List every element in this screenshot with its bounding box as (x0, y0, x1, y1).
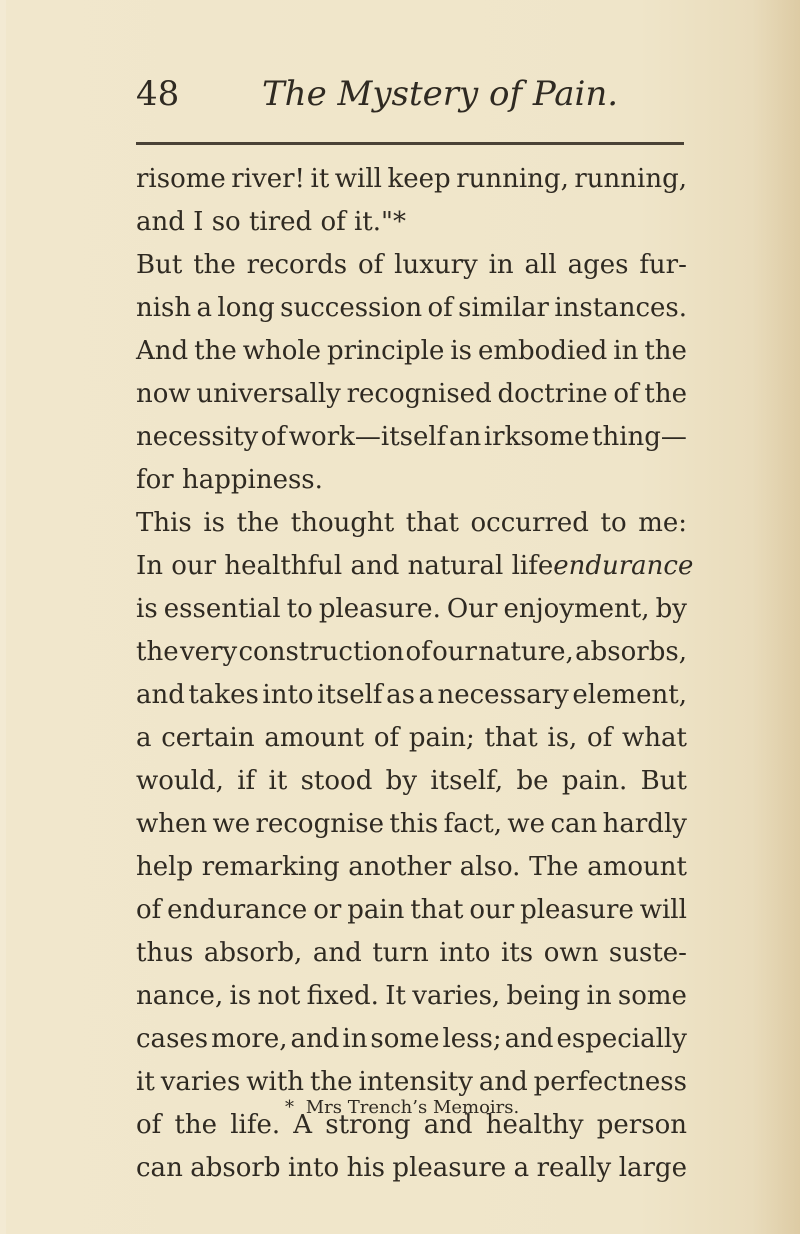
word: a (136, 723, 152, 753)
word: really (536, 1153, 612, 1183)
word: what (622, 723, 687, 753)
word: enjoyment, (503, 594, 650, 624)
text-line (136, 373, 687, 416)
word: necessity (136, 422, 259, 452)
word: some (617, 981, 687, 1011)
word: the (236, 508, 280, 538)
text-line (136, 330, 687, 373)
word: And (136, 336, 189, 366)
text-line (136, 201, 687, 244)
word: and (504, 1024, 554, 1054)
word: thing— (592, 422, 687, 452)
word: when (136, 809, 208, 839)
word: intensity (358, 1067, 473, 1097)
italic-word: endurance (553, 551, 694, 581)
footnote-mark: * (285, 1097, 294, 1118)
word: varies, (412, 981, 501, 1011)
word: is (136, 594, 158, 624)
word: into (287, 1153, 340, 1183)
word: the (193, 250, 236, 280)
text-line (136, 1018, 687, 1061)
word: that (405, 508, 459, 538)
word: it (136, 1067, 155, 1097)
word: is, (547, 723, 578, 753)
text-line (136, 416, 687, 459)
word: But (136, 250, 183, 280)
word: recognised (346, 379, 492, 409)
word: universally (196, 379, 341, 409)
word: takes (188, 680, 259, 710)
word: similar (458, 293, 549, 323)
word: can (550, 809, 598, 839)
word: the (644, 379, 687, 409)
word: person (596, 1110, 687, 1140)
word: remarking (201, 852, 340, 882)
word: the (309, 1067, 353, 1097)
word: of (613, 379, 639, 409)
word: in (488, 250, 514, 280)
word: nance, (136, 981, 224, 1011)
word: it (268, 766, 288, 796)
word: that (484, 723, 538, 753)
word: river! (231, 164, 305, 194)
word: and (290, 1024, 340, 1054)
word: a (418, 680, 434, 710)
word: suste- (608, 938, 687, 968)
text-line (136, 502, 687, 545)
word: nature, (478, 637, 574, 667)
word: to (286, 594, 313, 624)
word: pain (347, 895, 405, 925)
word: absorbs, (575, 637, 687, 667)
word: turn (372, 938, 429, 968)
word: hardly (602, 809, 687, 839)
word: it (310, 164, 330, 194)
text-line (136, 803, 687, 846)
page-number: 48 (136, 74, 180, 114)
word: into (262, 680, 314, 710)
word: pain; (408, 723, 475, 753)
word: Our (446, 594, 498, 624)
word: the (174, 1110, 218, 1140)
word: But (640, 766, 687, 796)
word: fixed. (306, 981, 379, 1011)
word: absorb (190, 1153, 281, 1183)
word: strong (325, 1110, 411, 1140)
word: another (348, 852, 452, 882)
word: especially (556, 1024, 687, 1054)
word: succession (280, 293, 423, 323)
word: if (237, 766, 256, 796)
word: a (513, 1153, 530, 1183)
word: of (587, 723, 613, 753)
word: in (613, 336, 639, 366)
word: luxury (394, 250, 478, 280)
word: certain (161, 723, 255, 753)
word: irksome (483, 422, 590, 452)
word: element, (572, 680, 687, 710)
word: necessary (437, 680, 569, 710)
text-line (136, 846, 687, 889)
word: the (644, 336, 687, 366)
text-line (136, 674, 687, 717)
word: endurance (167, 895, 308, 925)
word: doctrine (497, 379, 608, 409)
word: its (501, 938, 534, 968)
word: would, (136, 766, 224, 796)
word: nish (136, 293, 192, 323)
word: as (386, 680, 415, 710)
word: very (179, 637, 238, 667)
text-line (136, 975, 687, 1018)
word: pleasure (392, 1153, 507, 1183)
word: cases (136, 1024, 209, 1054)
word: his (346, 1153, 385, 1183)
word: of (260, 422, 287, 452)
word: varies (160, 1067, 241, 1097)
word: and (136, 680, 185, 710)
text-line (136, 158, 687, 201)
word: our (469, 895, 515, 925)
text-line (136, 244, 687, 287)
word: or (313, 895, 342, 925)
word: in (342, 1024, 368, 1054)
word: not (257, 981, 301, 1011)
word: of (405, 637, 431, 667)
word: will (334, 164, 382, 194)
word: into (439, 938, 491, 968)
word: running, (456, 164, 569, 194)
text-line (136, 588, 687, 631)
word: pleasure (520, 895, 634, 925)
word: itself (317, 680, 383, 710)
word: fur- (639, 250, 687, 280)
word: all (524, 250, 557, 280)
word: long (217, 293, 275, 323)
line-text: In our healthful and natural life (136, 551, 554, 581)
word: own (543, 938, 599, 968)
word: perfectness (533, 1067, 687, 1097)
text-line (136, 1147, 687, 1190)
text-line (136, 717, 687, 760)
word: fact, (443, 809, 503, 839)
text-line (136, 760, 687, 803)
word: this (389, 809, 439, 839)
word: work—itself (288, 422, 447, 452)
text-line (136, 459, 687, 502)
word: an (448, 422, 482, 452)
word: It (385, 981, 406, 1011)
word: of (427, 293, 453, 323)
word: we (507, 809, 546, 839)
word: be (516, 766, 549, 796)
word: being (506, 981, 581, 1011)
word: amount (264, 723, 365, 753)
line-text: and I so tired of it."* (136, 207, 406, 237)
word: is (203, 508, 225, 538)
body-text (136, 158, 694, 1190)
word: more, (211, 1024, 288, 1054)
word: thought (290, 508, 395, 538)
line-text: for happiness. (136, 465, 323, 495)
word: of (373, 723, 400, 753)
word: recognise (255, 809, 385, 839)
word: instances. (554, 293, 687, 323)
page-edge-highlight (0, 0, 6, 1234)
word: also. (459, 852, 521, 882)
word: pleasure. (318, 594, 441, 624)
word: risome (136, 164, 226, 194)
word: to (600, 508, 627, 538)
word: by (655, 594, 687, 624)
word: and (478, 1067, 528, 1097)
word: me: (638, 508, 687, 538)
word: principle (327, 336, 445, 366)
word: life. (230, 1110, 281, 1140)
text-line (136, 287, 687, 330)
word: and (312, 938, 362, 968)
footnote (285, 1096, 519, 1120)
text-line (136, 545, 694, 588)
word: will (639, 895, 687, 925)
word: running, (574, 164, 687, 194)
word: of (136, 895, 162, 925)
word: is (450, 336, 473, 366)
word: can (136, 1153, 183, 1183)
word: healthy (485, 1110, 584, 1140)
word: thus (136, 938, 194, 968)
word: our (432, 637, 477, 667)
word: This (136, 508, 192, 538)
word: whole (242, 336, 322, 366)
word: amount (587, 852, 687, 882)
word: absorb, (203, 938, 303, 968)
word: help (136, 852, 194, 882)
word: that (410, 895, 464, 925)
word: occurred (470, 508, 589, 538)
footnote-text: Mrs Trench’s Memoirs. (305, 1097, 520, 1118)
word: by (385, 766, 418, 796)
word: itself, (430, 766, 504, 796)
word: embodied (478, 336, 608, 366)
word: The (529, 852, 579, 882)
page-header (136, 72, 686, 132)
word: and (423, 1110, 473, 1140)
word: with (246, 1067, 305, 1097)
running-title: The Mystery of Pain. (262, 74, 619, 114)
word: some (370, 1024, 440, 1054)
word: now (136, 379, 191, 409)
word: stood (300, 766, 373, 796)
word: essential (163, 594, 281, 624)
word: less; (442, 1024, 502, 1054)
word: records (246, 250, 348, 280)
header-rule (136, 142, 684, 145)
word: keep (387, 164, 451, 194)
word: in (586, 981, 612, 1011)
word: the (194, 336, 237, 366)
word: we (212, 809, 251, 839)
word: A (293, 1110, 313, 1140)
word: is (229, 981, 252, 1011)
text-line (136, 932, 687, 975)
word: construction (238, 637, 405, 667)
word: pain. (561, 766, 628, 796)
word: the (136, 637, 179, 667)
word: of (136, 1110, 162, 1140)
text-line (136, 631, 687, 674)
word: ages (567, 250, 629, 280)
text-line (136, 889, 687, 932)
word: a (196, 293, 213, 323)
word: of (357, 250, 384, 280)
word: large (618, 1153, 687, 1183)
